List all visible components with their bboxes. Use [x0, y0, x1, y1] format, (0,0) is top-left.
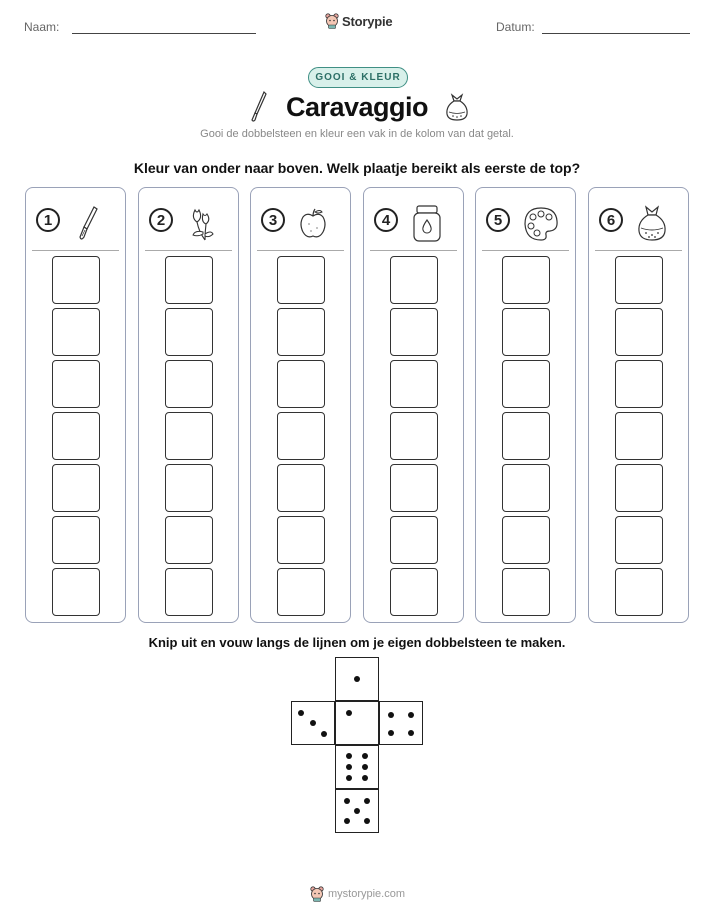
color-cell[interactable] [165, 464, 213, 512]
pip [354, 808, 360, 814]
pip [346, 775, 352, 781]
color-cell[interactable] [502, 412, 550, 460]
bear-icon [310, 886, 324, 902]
color-cell[interactable] [52, 360, 100, 408]
pip [362, 753, 368, 759]
page-title: Caravaggio [285, 92, 429, 122]
race-column-6 [588, 187, 689, 623]
pip [364, 818, 370, 824]
color-cell[interactable] [615, 412, 663, 460]
color-cell[interactable] [165, 360, 213, 408]
pigment-bag-icon [444, 92, 470, 122]
race-column-5 [475, 187, 576, 623]
color-cell[interactable] [277, 412, 325, 460]
date-line[interactable] [542, 33, 690, 34]
die-face-top [335, 657, 379, 701]
column-number: 5 [486, 208, 510, 232]
race-column-1 [25, 187, 126, 623]
palette-icon [522, 204, 560, 244]
color-cell[interactable] [52, 308, 100, 356]
pip [362, 764, 368, 770]
brand-logo [325, 13, 392, 29]
pip [346, 753, 352, 759]
color-cell[interactable] [390, 464, 438, 512]
bear-icon [325, 13, 339, 29]
color-cell[interactable] [52, 516, 100, 564]
footer [310, 886, 405, 902]
pip [388, 712, 394, 718]
date-label: Datum: [496, 20, 535, 34]
color-cell[interactable] [502, 464, 550, 512]
activity-badge: GOOI & KLEUR [308, 67, 408, 88]
color-cell[interactable] [390, 568, 438, 616]
color-cell[interactable] [390, 412, 438, 460]
die-face-back [335, 789, 379, 833]
column-divider [482, 250, 569, 251]
column-divider [145, 250, 232, 251]
pip [362, 775, 368, 781]
die-face-bottom [335, 745, 379, 789]
footer-url[interactable]: mystorypie.com [328, 888, 406, 900]
color-cell[interactable] [615, 256, 663, 304]
name-line[interactable] [72, 33, 256, 34]
pip [408, 730, 414, 736]
pip [346, 710, 352, 716]
color-cell[interactable] [502, 516, 550, 564]
pip [408, 712, 414, 718]
column-number: 6 [599, 208, 623, 232]
column-divider [32, 250, 119, 251]
column-number: 4 [374, 208, 398, 232]
subtitle: Gooi de dobbelsteen en kleur een vak in de kolom van dat getal. [200, 128, 514, 140]
color-cell[interactable] [502, 568, 550, 616]
color-cell[interactable] [615, 516, 663, 564]
column-divider [257, 250, 344, 251]
column-divider [370, 250, 457, 251]
color-cell[interactable] [165, 308, 213, 356]
color-cell[interactable] [615, 360, 663, 408]
brand-name: Storypie [342, 13, 393, 29]
pip [346, 764, 352, 770]
pip [354, 676, 360, 682]
race-column-2 [138, 187, 239, 623]
ink-jar-icon [410, 204, 444, 244]
name-label: Naam: [24, 20, 60, 34]
color-cell[interactable] [277, 568, 325, 616]
column-number: 2 [149, 208, 173, 232]
color-cell[interactable] [502, 360, 550, 408]
color-cell[interactable] [615, 308, 663, 356]
pip [364, 798, 370, 804]
color-cell[interactable] [390, 256, 438, 304]
color-cell[interactable] [277, 464, 325, 512]
color-cell[interactable] [165, 256, 213, 304]
cut-instruction: Knip uit en vouw langs de lijnen om je eigen dobbelsteen te maken. [148, 635, 566, 650]
die-face-center [335, 701, 379, 745]
die-face-right [379, 701, 423, 745]
pip [310, 720, 316, 726]
game-instruction: Kleur van onder naar boven. Welk plaatje bereikt als eerste de top? [133, 160, 581, 176]
color-cell[interactable] [390, 516, 438, 564]
pigment-bag-icon [635, 204, 669, 244]
apple-icon [297, 204, 329, 244]
color-cell[interactable] [165, 568, 213, 616]
color-cell[interactable] [390, 360, 438, 408]
color-cell[interactable] [390, 308, 438, 356]
flower-icon [185, 204, 217, 244]
color-cell[interactable] [52, 256, 100, 304]
die-face-left [291, 701, 335, 745]
color-cell[interactable] [277, 256, 325, 304]
color-cell[interactable] [52, 568, 100, 616]
color-cell[interactable] [165, 516, 213, 564]
pip [298, 710, 304, 716]
column-divider [595, 250, 682, 251]
race-column-4 [363, 187, 464, 623]
color-cell[interactable] [165, 412, 213, 460]
pip [344, 818, 350, 824]
color-cell[interactable] [502, 256, 550, 304]
pip [344, 798, 350, 804]
color-cell[interactable] [277, 516, 325, 564]
pip [388, 730, 394, 736]
pip [321, 731, 327, 737]
color-cell[interactable] [277, 308, 325, 356]
color-cell[interactable] [277, 360, 325, 408]
color-cell[interactable] [52, 464, 100, 512]
color-cell[interactable] [615, 568, 663, 616]
race-column-3 [250, 187, 351, 623]
color-cell[interactable] [502, 308, 550, 356]
column-number: 3 [261, 208, 285, 232]
paintbrush-icon [72, 204, 102, 244]
column-number: 1 [36, 208, 60, 232]
color-cell[interactable] [615, 464, 663, 512]
color-cell[interactable] [52, 412, 100, 460]
